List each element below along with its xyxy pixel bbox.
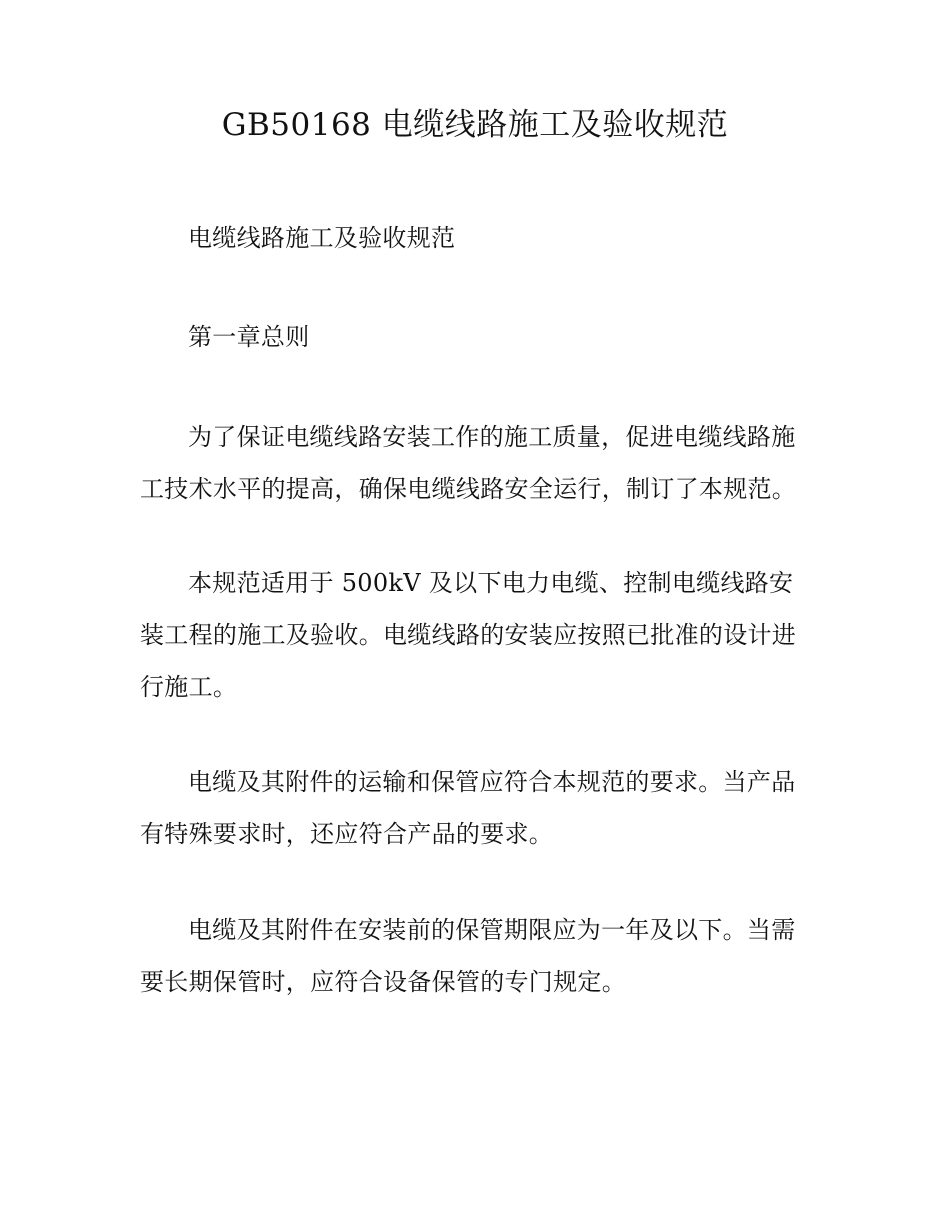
chapter-heading: 第一章总则 [188, 323, 310, 351]
paragraph: 为了保证电缆线路安装工作的施工质量，促进电缆线路施工技术水平的提高，确保电缆线路安全运行，制订了本规范。 [140, 423, 797, 503]
document-subtitle: 电缆线路施工及验收规范 [188, 224, 456, 252]
paragraph: 电缆及其附件的运输和保管应符合本规范的要求。当产品有特殊要求时，还应符合产品的要求。 [140, 768, 796, 848]
paragraph: 本规范适用于 500kV 及以下电力电缆、控制电缆线路安装工程的施工及验收。电缆线路的安装应按照已批准的设计进行施工。 [140, 569, 797, 701]
paragraph: 电缆及其附件在安装前的保管期限应为一年及以下。当需要长期保管时，应符合设备保管的专门规定。 [140, 916, 796, 996]
document-title: GB50168 电缆线路施工及验收规范 [221, 107, 729, 143]
